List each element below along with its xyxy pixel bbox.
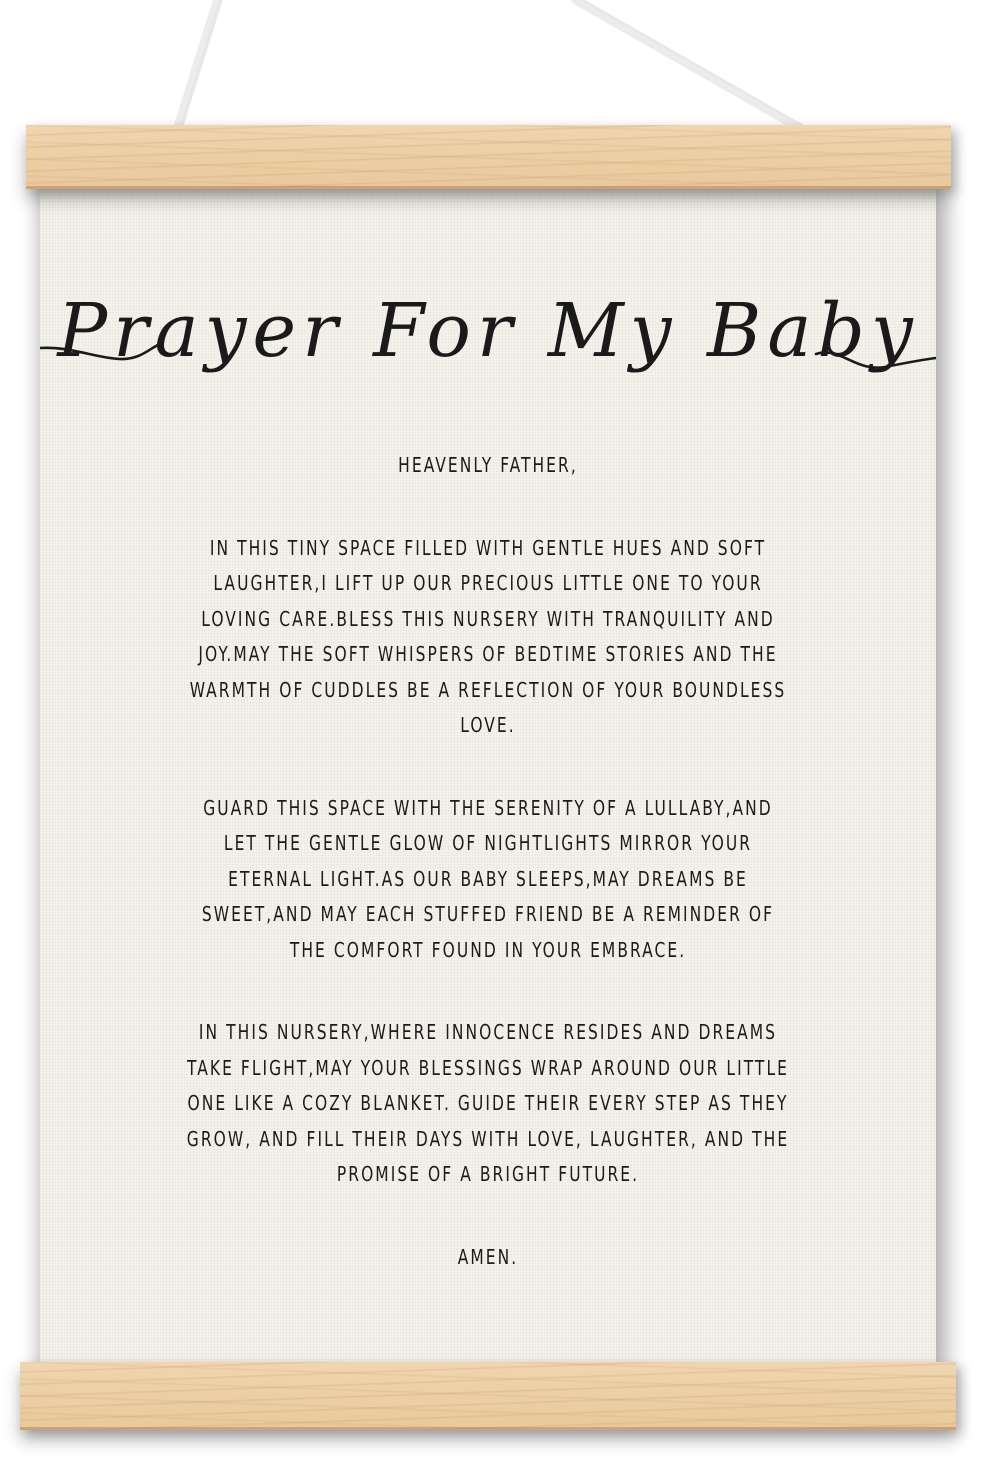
- paragraph-line: ONE LIKE A COZY BLANKET. GUIDE THEIR EVERY STEP AS THEY: [187, 1091, 789, 1115]
- salutation: [103, 448, 874, 484]
- paragraph-line: PROMISE OF A BRIGHT FUTURE.: [336, 1162, 640, 1186]
- bottom-wood-hanger-rail: [20, 1362, 956, 1430]
- top-wood-hanger-rail: [26, 125, 951, 189]
- paragraph-line: THE COMFORT FOUND IN YOUR EMBRACE.: [289, 937, 687, 962]
- paragraph-2: [103, 791, 874, 969]
- paragraph-line: TAKE FLIGHT,MAY YOUR BLESSINGS WRAP AROUND OUR LITTLE: [187, 1055, 789, 1080]
- paragraph-line: GROW, AND FILL THEIR DAYS WITH LOVE, LAUGHTER, AND THE: [186, 1126, 790, 1151]
- paragraph-line: ETERNAL LIGHT.AS OUR BABY SLEEPS,MAY DREAMS BE: [228, 866, 748, 891]
- paragraph-line: IN THIS NURSERY,WHERE INNOCENCE RESIDES AND DREAMS: [198, 1020, 778, 1044]
- hanging-string: [0, 0, 987, 140]
- paragraph-3: [103, 1015, 874, 1193]
- prayer-body: [103, 448, 874, 1275]
- title-block: [40, 276, 936, 426]
- paragraph-line: LAUGHTER,I LIFT UP OUR PRECIOUS LITTLE ONE TO YOUR: [213, 571, 763, 595]
- paragraph-line: IN THIS TINY SPACE FILLED WITH GENTLE HUES AND SOFT: [209, 535, 767, 560]
- paragraph-line: LET THE GENTLE GLOW OF NIGHTLIGHTS MIRROR YOUR: [223, 831, 753, 855]
- closing-text: AMEN.: [457, 1244, 519, 1269]
- paragraph-line: JOY.MAY THE SOFT WHISPERS OF BEDTIME STORIES AND THE: [198, 642, 778, 666]
- closing: [103, 1240, 874, 1276]
- poster-title: Prayer For My Baby: [57, 288, 919, 374]
- paragraph-line: GUARD THIS SPACE WITH THE SERENITY OF A LULLABY,AND: [203, 795, 773, 820]
- paragraph-line: SWEET,AND MAY EACH STUFFED FRIEND BE A REMINDER OF: [201, 902, 775, 926]
- poster-canvas: [40, 186, 936, 1366]
- salutation-text: HEAVENLY FATHER,: [398, 453, 578, 477]
- paragraph-line: LOVE.: [460, 713, 516, 737]
- paragraph-line: LOVING CARE.BLESS THIS NURSERY WITH TRANQUILITY AND: [201, 606, 775, 631]
- paragraph-1: [103, 531, 874, 744]
- paragraph-line: WARMTH OF CUDDLES BE A REFLECTION OF YOUR BOUNDLESS: [189, 677, 787, 702]
